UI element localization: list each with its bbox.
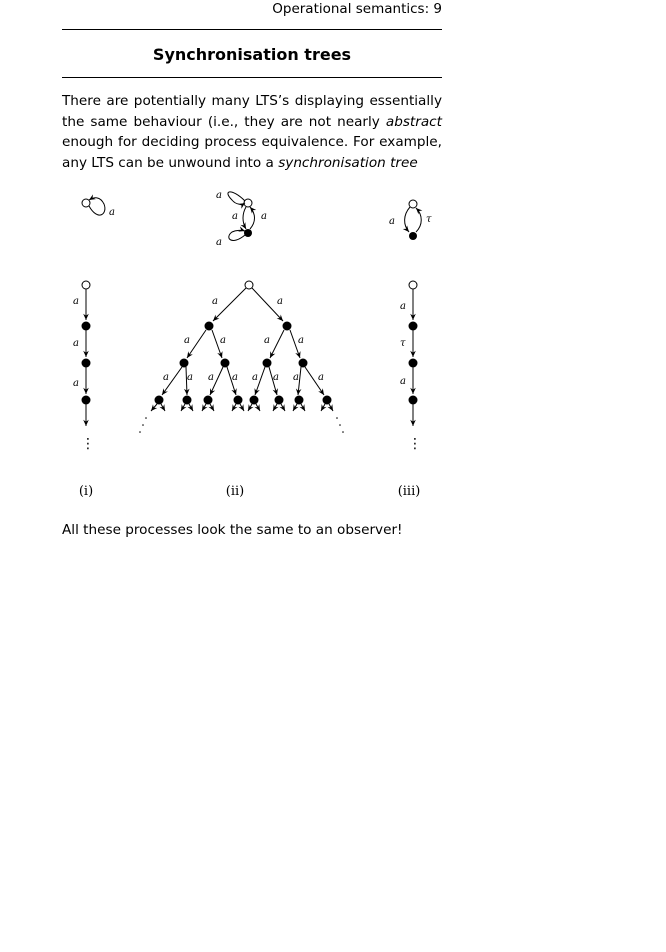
- lts-iii-label-a: a: [389, 216, 395, 227]
- tree-ii-label-l2b: a: [220, 335, 226, 346]
- tree-ii-node-l2-2: [221, 359, 230, 368]
- lts-i: [82, 198, 115, 218]
- section-title: Synchronisation trees: [152, 45, 352, 64]
- lts-ii-label-a-4: a: [216, 237, 222, 248]
- lts-ii-label-a-2: a: [232, 211, 238, 222]
- tree-iii-node-3: [409, 396, 418, 405]
- lts-ii: [216, 190, 267, 248]
- tree-i: [73, 281, 95, 452]
- lts-ii-top-loop: [228, 192, 245, 204]
- tree-ii-label-l3b: a: [187, 372, 193, 383]
- tree-iii-label-3: a: [400, 376, 406, 387]
- tree-ii-label-l3g: a: [293, 372, 299, 383]
- tree-ii-leaf-6: [275, 396, 284, 405]
- tree-ii-leaf-4: [234, 396, 243, 405]
- tree-ii-label-l2d: a: [298, 335, 304, 346]
- lts-i-a-loop: [89, 198, 105, 215]
- tree-iii-node-1: [409, 322, 418, 331]
- tree-i-label-3: a: [73, 378, 79, 389]
- tree-ii-label-l3f: a: [273, 372, 279, 383]
- tree-ii-continuation-arrows: [151, 404, 333, 411]
- conclusion-text: All these processes look the same to an observer!: [62, 522, 403, 538]
- lts-ii-bottom-loop: [229, 230, 245, 240]
- tree-iii-node-2: [409, 359, 418, 368]
- tree-ii-label-l3a: a: [163, 372, 169, 383]
- caption-iii: (iii): [397, 484, 421, 499]
- top-rule: [62, 29, 442, 30]
- tree-i-node-3: [82, 396, 91, 405]
- lts-ii-second-state: [244, 229, 252, 237]
- running-head: Operational semantics: 9: [272, 1, 442, 17]
- tree-ii-leaf-7: [295, 396, 304, 405]
- tree-ii-node-l1-left: [205, 322, 214, 331]
- lts-iii-a-edge: [405, 207, 410, 232]
- lts-ii-up-edge: [250, 207, 255, 229]
- tree-ii-leaf-8: [323, 396, 332, 405]
- emphasis-abstract: abstract: [385, 113, 442, 130]
- lts-ii-start-state: [244, 199, 252, 207]
- lts-iii-second-state: [409, 232, 417, 240]
- tree-ii-label-l2a: a: [184, 335, 190, 346]
- tree-i-root: [82, 281, 90, 289]
- tree-ii-leaf-1: [155, 396, 164, 405]
- caption-ii: (ii): [225, 484, 245, 499]
- tree-ii-ellipsis-dots: [139, 417, 344, 433]
- tree-ii-node-l2-3: [263, 359, 272, 368]
- lts-i-start-state: [82, 199, 90, 207]
- tree-ii-label-l1a: a: [212, 296, 218, 307]
- tree-iii: [400, 281, 422, 452]
- caption-i: (i): [78, 484, 94, 499]
- lts-iii-start-state: [409, 200, 417, 208]
- tree-i-label-1: a: [73, 296, 79, 307]
- tree-ii-leaf-2: [183, 396, 192, 405]
- intro-text-2: enough for deciding process equivalence. For example, any LTS can be unwound into a: [62, 134, 442, 171]
- lts-i-label-a: a: [109, 207, 115, 218]
- lts-ii-label-a-3: a: [261, 211, 267, 222]
- tree-ii-label-l3d: a: [232, 372, 238, 383]
- tree-i-label-2: a: [73, 338, 79, 349]
- tree-ii-label-l3c: a: [208, 372, 214, 383]
- emphasis-synchronisation-tree: synchronisation tree: [278, 154, 418, 171]
- tree-iii-ellipsis: ⋮: [408, 436, 422, 452]
- intro-paragraph: [62, 91, 442, 173]
- title-rule: [62, 77, 442, 78]
- tree-ii: [139, 281, 344, 433]
- tree-ii-root: [245, 281, 253, 289]
- tree-iii-label-2: τ: [400, 338, 406, 349]
- lts-iii-tau-edge: [416, 208, 421, 232]
- tree-iii-root: [409, 281, 417, 289]
- lts-iii-label-tau: τ: [426, 214, 432, 225]
- tree-i-node-1: [82, 322, 91, 331]
- tree-i-node-2: [82, 359, 91, 368]
- tree-ii-label-l2c: a: [264, 335, 270, 346]
- tree-ii-leaf-3: [204, 396, 213, 405]
- intro-text-1: There are potentially many LTS’s displaying essentially the same behaviour (i.e., they are not nearly: [62, 93, 442, 130]
- tree-ii-node-l1-right: [283, 322, 292, 331]
- tree-i-ellipsis: ⋮: [81, 436, 95, 452]
- lts-ii-label-a-1: a: [216, 190, 222, 201]
- lts-iii: [389, 200, 432, 240]
- lts-ii-down-edge: [243, 207, 246, 229]
- lts-figure: [0, 180, 666, 510]
- tree-iii-label-1: a: [400, 301, 406, 312]
- tree-ii-label-l1b: a: [277, 296, 283, 307]
- tree-ii-label-l3h: a: [318, 372, 324, 383]
- tree-ii-label-l3e: a: [252, 372, 258, 383]
- tree-ii-node-l2-1: [180, 359, 189, 368]
- tree-ii-node-l2-4: [299, 359, 308, 368]
- tree-ii-leaf-5: [250, 396, 259, 405]
